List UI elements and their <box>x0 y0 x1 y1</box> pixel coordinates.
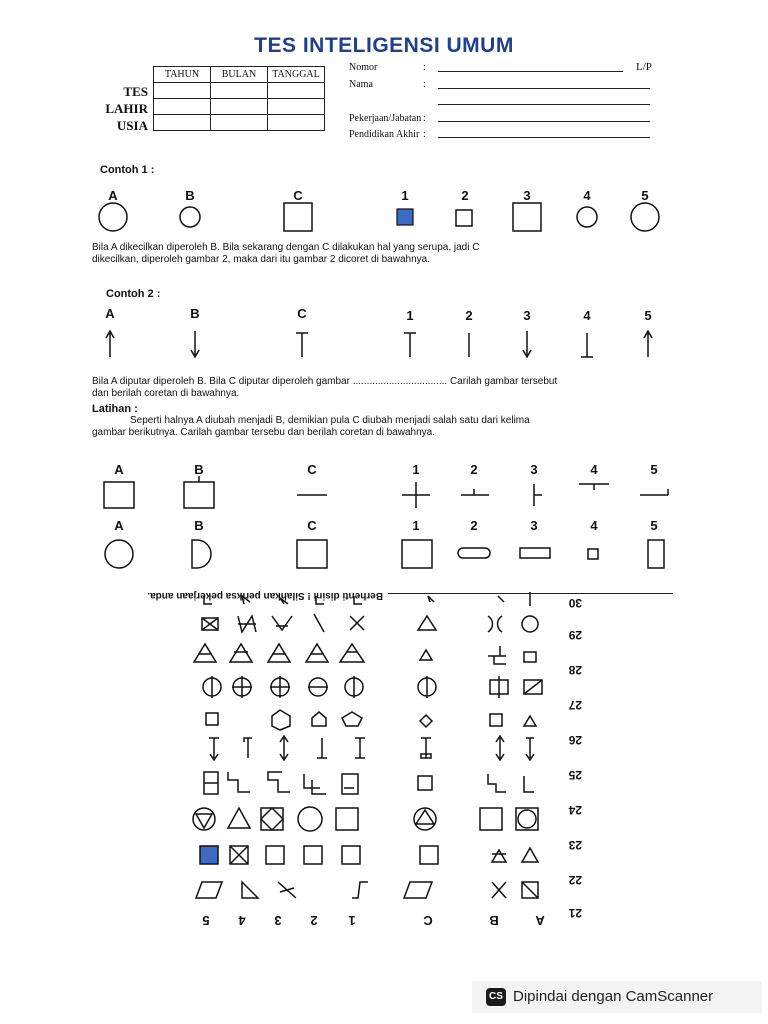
camscanner-text: Dipindai dengan CamScanner <box>513 988 714 1005</box>
tes-bulan-cell[interactable] <box>211 83 268 99</box>
colon: : <box>423 79 426 90</box>
latihan2-label-3: 3 <box>530 518 538 533</box>
latihan1-label-4: 4 <box>590 462 598 477</box>
question-number: 28 <box>568 663 582 677</box>
circle-figure <box>105 540 133 568</box>
t-figure <box>461 489 489 495</box>
bottom-column-labels <box>190 908 550 928</box>
question-number: 24 <box>568 803 582 817</box>
question-number: 26 <box>568 733 582 747</box>
latihan-heading: Latihan : <box>92 403 138 415</box>
usia-tanggal-cell[interactable] <box>268 115 325 131</box>
latihan1-label-1: 1 <box>412 462 420 477</box>
lahir-bulan-cell[interactable] <box>211 99 268 115</box>
bottom-label-1: 1 <box>348 913 356 928</box>
q26-figures <box>206 710 536 730</box>
nama-field-line2[interactable] <box>438 104 650 105</box>
contoh2-explanation: Bila A diputar diperoleh B. Bila C diputar diperoleh gambar .................................. Carilah gambar tersebut dan berilah coretan di bawahnya. <box>92 376 558 399</box>
square-small-figure <box>456 210 472 226</box>
usia-bulan-cell[interactable] <box>211 115 268 131</box>
lp-label: L/P <box>636 61 652 73</box>
q27-figures <box>203 676 542 698</box>
q23-figures <box>193 807 538 831</box>
contoh2-label-4: 4 <box>583 308 591 323</box>
square-figure <box>297 540 327 568</box>
pekerjaan-label: Pekerjaan/Jabatan <box>349 113 422 124</box>
lahir-tanggal-cell[interactable] <box>268 99 325 115</box>
colon: : <box>423 129 426 140</box>
question-number: 30 <box>568 596 582 610</box>
colon: : <box>423 62 426 73</box>
contoh1-label-1: 1 <box>401 188 409 203</box>
latihan2-label-2: 2 <box>470 518 478 533</box>
question-number: 25 <box>568 768 582 782</box>
contoh1-label-2: 2 <box>461 188 469 203</box>
contoh2-heading: Contoh 2 : <box>106 288 161 300</box>
arrow-down-icon <box>523 331 531 357</box>
pendidikan-field[interactable] <box>438 137 650 138</box>
arrow-down-icon <box>191 331 199 357</box>
q24-figures <box>204 772 534 794</box>
circle-small-figure <box>180 207 200 227</box>
contoh2-label-b: B <box>190 306 200 321</box>
contoh2-label-2: 2 <box>465 308 473 323</box>
header-tahun: TAHUN <box>154 67 211 83</box>
bottom-label-c: C <box>423 913 433 928</box>
contoh2-label-3: 3 <box>523 308 531 323</box>
header-tanggal: TANGGAL <box>268 67 325 83</box>
inverted-t-figure <box>581 333 593 357</box>
contoh1-label-b: B <box>185 188 195 203</box>
line-with-end-tick-figure <box>640 489 668 495</box>
half-circle-figure <box>192 540 211 568</box>
question-number: 21 <box>568 906 582 920</box>
question-number: 23 <box>568 838 582 852</box>
bottom-label-2: 2 <box>310 913 318 928</box>
usia-tahun-cell[interactable] <box>154 115 211 131</box>
latihan1-label-c: C <box>307 462 317 477</box>
tes-tanggal-cell[interactable] <box>268 83 325 99</box>
nomor-label: Nomor <box>349 62 378 73</box>
latihan-explanation: Seperti halnya A diubah menjadi B, demikian pula C diubah menjadi salah satu dari kelima gambar berikutnya. Carilah gambar tersebu dan berilah coretan di bawahnya. <box>92 415 530 438</box>
latihan1-label-a: A <box>114 462 124 477</box>
question-number: 27 <box>568 698 582 712</box>
row-label-usia: USIA <box>116 118 148 133</box>
square-with-tick-figure <box>184 476 214 508</box>
latihan1-label-3: 3 <box>530 462 538 477</box>
q29-figures <box>202 614 538 632</box>
tall-rectangle-figure <box>648 540 664 568</box>
square-figure <box>104 482 134 508</box>
latihan1-label-5: 5 <box>650 462 658 477</box>
bottom-label-5: 5 <box>202 913 210 928</box>
bottom-label-b: B <box>489 913 499 928</box>
contoh1-label-4: 4 <box>583 188 591 203</box>
latihan2-label-c: C <box>307 518 317 533</box>
row-label-lahir: LAHIR <box>105 101 148 116</box>
contoh2-figures <box>0 325 768 365</box>
q28-figures <box>194 644 536 664</box>
lahir-tahun-cell[interactable] <box>154 99 211 115</box>
question-number: 22 <box>568 873 582 887</box>
contoh1-heading: Contoh 1 : <box>100 164 155 176</box>
nama-field[interactable] <box>438 88 650 89</box>
side-t-figure <box>534 484 542 506</box>
q30-figures <box>204 592 530 606</box>
arrow-up-icon <box>106 331 114 357</box>
stop-instruction: Berhenti disini ! Silahkan periksa pekerjaan anda. <box>147 590 383 601</box>
nama-label: Nama <box>349 79 373 90</box>
question-number-column <box>560 592 586 932</box>
contoh1-label-5: 5 <box>641 188 649 203</box>
cross-figure <box>402 482 430 508</box>
q22-figures <box>200 846 538 864</box>
circle-large-figure <box>631 203 659 231</box>
t-bar-figure <box>404 333 416 357</box>
latihan2-label-5: 5 <box>650 518 658 533</box>
square-figure <box>402 540 432 568</box>
pekerjaan-field[interactable] <box>438 121 650 122</box>
header-bulan: BULAN <box>211 67 268 83</box>
bottom-label-4: 4 <box>238 913 246 928</box>
contoh2-label-c: C <box>297 306 307 321</box>
contoh1-label-a: A <box>108 188 118 203</box>
contoh2-label-a: A <box>105 306 115 321</box>
square-large-figure <box>513 203 541 231</box>
square-large-figure <box>284 203 312 231</box>
contoh1-label-3: 3 <box>523 188 531 203</box>
row-label-tes: TES <box>123 84 148 99</box>
date-table <box>153 66 325 131</box>
latihan2-label-1: 1 <box>412 518 420 533</box>
nomor-field[interactable] <box>438 71 623 72</box>
camscanner-logo-icon: CS <box>486 988 506 1006</box>
circle-large-figure <box>99 203 127 231</box>
latihan1-figures <box>0 476 768 512</box>
tes-tahun-cell[interactable] <box>154 83 211 99</box>
circle-small-figure <box>577 207 597 227</box>
contoh1-figures <box>0 195 768 240</box>
latihan2-label-b: B <box>194 518 204 533</box>
latihan1-label-2: 2 <box>470 462 478 477</box>
latihan1-label-b: B <box>194 462 204 477</box>
colon: : <box>423 113 426 124</box>
contoh1-explanation: Bila A dikecilkan diperoleh B. Bila sekarang dengan C dilakukan hal yang serupa, jadi C dikecilkan, diperoleh gambar 2, maka dari itu gambar 2 dicoret di bawahnya. <box>92 242 480 265</box>
t-bar-figure <box>296 333 308 357</box>
bar-figure <box>520 548 550 558</box>
line-with-tick-figure <box>579 484 609 490</box>
small-square-figure <box>588 549 598 559</box>
arrow-up-icon <box>644 331 652 357</box>
q25-figures <box>209 736 534 760</box>
q21-figures <box>196 882 538 898</box>
bottom-label-3: 3 <box>274 913 282 928</box>
question-number: 29 <box>568 628 582 642</box>
contoh1-label-c: C <box>293 188 303 203</box>
latihan2-figures <box>0 535 768 571</box>
page-title: TES INTELIGENSI UMUM <box>254 34 514 57</box>
contoh2-label-1: 1 <box>406 308 414 323</box>
questions-21-30-figures <box>0 592 768 932</box>
pendidikan-label: Pendidikan Akhir <box>349 129 420 140</box>
latihan2-label-a: A <box>114 518 124 533</box>
rounded-bar-figure <box>458 548 490 558</box>
contoh2-label-5: 5 <box>644 308 652 323</box>
latihan2-label-4: 4 <box>590 518 598 533</box>
bottom-label-a: A <box>535 913 545 928</box>
square-small-marked-figure <box>397 209 413 225</box>
